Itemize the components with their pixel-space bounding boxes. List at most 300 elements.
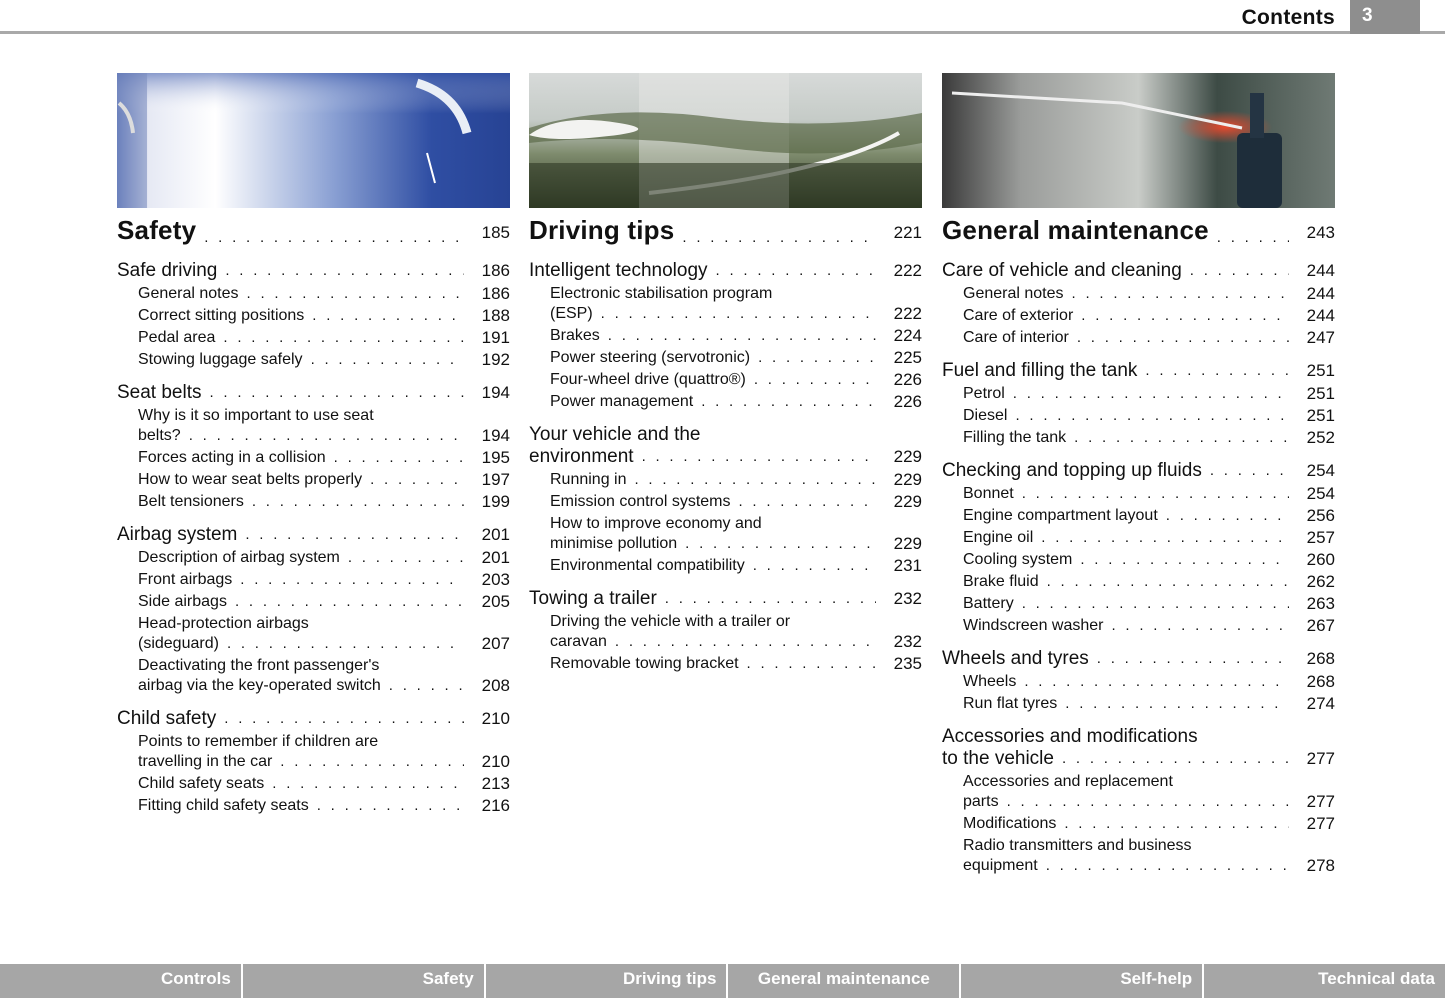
entry-title: equipment xyxy=(963,857,1038,874)
subsection-entry[interactable] xyxy=(117,796,510,816)
dot-leader xyxy=(317,796,464,816)
entry-row xyxy=(963,550,1335,570)
section-entry[interactable] xyxy=(529,260,922,282)
entry-row xyxy=(138,492,510,512)
entry-title: Power management xyxy=(550,393,694,410)
page-ref: 229 xyxy=(893,534,922,553)
entry-line: Why is it so important to use seat xyxy=(138,407,374,424)
dot-leader xyxy=(1210,460,1289,482)
dot-leader xyxy=(227,634,464,654)
dot-leader xyxy=(240,570,464,590)
subsection-entry[interactable] xyxy=(942,814,1335,834)
section-entry[interactable] xyxy=(942,260,1335,282)
page-ref: 251 xyxy=(1306,361,1335,380)
subsection-entry[interactable] xyxy=(117,732,510,772)
entry-row xyxy=(550,654,922,674)
entry-row xyxy=(550,632,922,652)
section-entry[interactable] xyxy=(117,382,510,404)
header-rule xyxy=(0,31,1445,34)
chapter-heading[interactable] xyxy=(529,212,922,246)
entry-row xyxy=(963,506,1335,526)
entry-title: Front airbags xyxy=(138,571,233,588)
nav-tab-safety[interactable]: Safety xyxy=(243,964,486,998)
dot-leader xyxy=(224,708,464,730)
subsection-entry[interactable] xyxy=(942,528,1335,548)
page-ref: 231 xyxy=(893,556,922,575)
dot-leader xyxy=(389,676,464,696)
entry-line: Points to remember if children are xyxy=(138,733,379,750)
page-ref: 278 xyxy=(1306,856,1335,875)
entry-title: Child safety xyxy=(117,708,217,729)
page-ref: 257 xyxy=(1306,528,1335,547)
page-number-box xyxy=(1350,0,1420,34)
subsection-entry[interactable] xyxy=(117,656,510,696)
entry-line: Head-protection airbags xyxy=(138,615,309,632)
subsection-entry[interactable] xyxy=(942,616,1335,636)
dot-leader xyxy=(716,260,876,282)
entry-line: Electronic stabilisation program xyxy=(550,285,773,302)
dot-leader xyxy=(312,306,464,326)
entry-title: Brake fluid xyxy=(963,573,1039,590)
subsection-entry[interactable] xyxy=(529,392,922,412)
entry-title: Emission control systems xyxy=(550,493,731,510)
entry-row xyxy=(138,774,510,794)
entry-title: belts? xyxy=(138,427,181,444)
toc-safety xyxy=(117,212,510,816)
landscape-road-image xyxy=(529,73,922,208)
entry-row xyxy=(138,328,510,348)
subsection-entry[interactable] xyxy=(529,514,922,554)
entry-row xyxy=(963,384,1335,404)
entry-title: Bonnet xyxy=(963,485,1014,502)
entry-title: Brakes xyxy=(550,327,600,344)
general-maintenance-photo xyxy=(942,73,1335,208)
subsection-entry[interactable] xyxy=(942,694,1335,714)
dot-leader xyxy=(1047,572,1289,592)
page-ref: 244 xyxy=(1306,284,1335,303)
page-ref: 192 xyxy=(481,350,510,369)
subsection-entry[interactable] xyxy=(529,612,922,652)
page-ref: 201 xyxy=(481,525,510,544)
page-ref: 254 xyxy=(1306,484,1335,503)
page-ref: 274 xyxy=(1306,694,1335,713)
entry-row xyxy=(963,814,1335,834)
subsection-entry[interactable] xyxy=(942,572,1335,592)
nav-tab-technical-data[interactable]: Technical data xyxy=(1204,964,1445,998)
page-number: 3 xyxy=(1362,5,1373,26)
page-ref: 277 xyxy=(1306,814,1335,833)
nav-tab-general-maintenance[interactable]: General maintenance xyxy=(728,964,961,998)
entry-title: Run flat tyres xyxy=(963,695,1058,712)
entry-row xyxy=(550,492,922,512)
page-ref: 268 xyxy=(1306,649,1335,668)
entry-title: Wheels and tyres xyxy=(942,648,1089,669)
page-ref: 254 xyxy=(1306,461,1335,480)
page-ref: 213 xyxy=(481,774,510,793)
page-ref: 226 xyxy=(893,370,922,389)
page-ref: 216 xyxy=(481,796,510,815)
entry-row xyxy=(117,260,510,282)
page-ref: 251 xyxy=(1306,406,1335,425)
subsection-entry[interactable] xyxy=(942,306,1335,326)
dot-leader xyxy=(665,588,876,610)
dot-leader xyxy=(1097,648,1289,670)
subsection-entry[interactable] xyxy=(942,672,1335,692)
entry-title: Windscreen washer xyxy=(963,617,1104,634)
page-ref: 197 xyxy=(481,470,510,489)
page-ref: 226 xyxy=(893,392,922,411)
subsection-entry[interactable] xyxy=(942,284,1335,304)
page-ref: 222 xyxy=(893,261,922,280)
entry-title: Belt tensioners xyxy=(138,493,244,510)
entry-row xyxy=(963,528,1335,548)
subsection-entry[interactable] xyxy=(942,484,1335,504)
subsection-entry[interactable] xyxy=(942,772,1335,812)
entry-title: Seat belts xyxy=(117,382,202,403)
page-ref: 207 xyxy=(481,634,510,653)
dot-leader xyxy=(1112,616,1290,636)
entry-line: Driving the vehicle with a trailer or xyxy=(550,613,791,630)
section-entry[interactable] xyxy=(942,360,1335,382)
section-entry[interactable] xyxy=(529,588,922,610)
dot-leader xyxy=(1081,306,1289,326)
subsection-entry[interactable] xyxy=(117,570,510,590)
page-ref: 205 xyxy=(481,592,510,611)
dot-leader xyxy=(1166,506,1289,526)
entry-row xyxy=(963,856,1335,876)
page-ref: 262 xyxy=(1306,572,1335,591)
page-ref: 252 xyxy=(1306,428,1335,447)
entry-row xyxy=(138,796,510,816)
entry-row xyxy=(138,350,510,370)
entry-title: Removable towing bracket xyxy=(550,655,739,672)
dot-leader xyxy=(1080,550,1289,570)
subsection-entry[interactable] xyxy=(117,774,510,794)
dot-leader xyxy=(753,556,876,576)
entry-row xyxy=(550,534,922,554)
entry-line: How to improve economy and xyxy=(550,515,762,532)
entry-row xyxy=(529,446,922,468)
entry-row xyxy=(963,306,1335,326)
subsection-entry[interactable] xyxy=(529,492,922,512)
entry-row xyxy=(942,648,1335,670)
dot-leader xyxy=(189,426,464,446)
entry-line: Accessories and replacement xyxy=(963,773,1173,790)
entry-title: Correct sitting positions xyxy=(138,307,305,324)
chapter-title: Safety xyxy=(117,215,197,245)
entry-row xyxy=(138,634,510,654)
entry-line: Radio transmitters and business xyxy=(963,837,1192,854)
chapter-heading[interactable] xyxy=(117,212,510,246)
entry-line: Your vehicle and the xyxy=(529,424,701,445)
entry-row xyxy=(138,306,510,326)
chapter-title: General maintenance xyxy=(942,215,1209,245)
page-ref: 191 xyxy=(481,328,510,347)
section-entry[interactable] xyxy=(117,524,510,546)
page-ref: 229 xyxy=(893,447,922,466)
entry-title: Running in xyxy=(550,471,627,488)
dot-leader xyxy=(247,284,464,304)
entry-row xyxy=(963,484,1335,504)
dot-leader xyxy=(1074,428,1289,448)
page-ref: 186 xyxy=(481,284,510,303)
subsection-entry[interactable] xyxy=(942,550,1335,570)
dot-leader xyxy=(1046,856,1289,876)
dot-leader xyxy=(747,654,876,674)
subsection-entry[interactable] xyxy=(942,506,1335,526)
entry-title: How to wear seat belts properly xyxy=(138,471,363,488)
dot-leader xyxy=(204,229,464,246)
chapter-page: 243 xyxy=(1306,223,1335,242)
entry-row xyxy=(963,428,1335,448)
subsection-entry[interactable] xyxy=(529,654,922,674)
page-ref: 268 xyxy=(1306,672,1335,691)
nav-tab-self-help[interactable]: Self-help xyxy=(961,964,1204,998)
entry-title: Care of exterior xyxy=(963,307,1074,324)
dot-leader xyxy=(615,632,876,652)
page-ref: 232 xyxy=(893,589,922,608)
toc-general-maintenance xyxy=(942,212,1335,876)
entry-row xyxy=(963,672,1335,692)
page-ref: 229 xyxy=(893,492,922,511)
page-ref: 232 xyxy=(893,632,922,651)
dot-leader xyxy=(235,592,464,612)
dot-leader xyxy=(1015,406,1289,426)
entry-row xyxy=(138,752,510,772)
entry-title: Safe driving xyxy=(117,260,218,281)
entry-row xyxy=(550,556,922,576)
entry-row xyxy=(117,524,510,546)
page-header xyxy=(0,0,1445,34)
page-ref: 210 xyxy=(481,752,510,771)
subsection-entry[interactable] xyxy=(942,836,1335,876)
entry-title: Care of interior xyxy=(963,329,1069,346)
section-entry[interactable] xyxy=(117,708,510,730)
section-entry[interactable] xyxy=(942,726,1335,770)
entry-row xyxy=(550,370,922,390)
dot-leader xyxy=(1077,328,1289,348)
entry-row xyxy=(942,748,1335,770)
subsection-entry[interactable] xyxy=(117,492,510,512)
page-ref: 267 xyxy=(1306,616,1335,635)
entry-title: parts xyxy=(963,793,999,810)
entry-title: General notes xyxy=(138,285,239,302)
subsection-entry[interactable] xyxy=(529,470,922,490)
entry-row xyxy=(138,592,510,612)
dot-leader xyxy=(210,382,465,404)
subsection-entry[interactable] xyxy=(942,384,1335,404)
safety-photo xyxy=(117,73,510,208)
page-title: Contents xyxy=(1241,6,1335,29)
entry-title: to the vehicle xyxy=(942,748,1054,769)
page-ref: 225 xyxy=(893,348,922,367)
dot-leader xyxy=(701,392,876,412)
entry-row xyxy=(963,792,1335,812)
entry-title: Towing a trailer xyxy=(529,588,657,609)
entry-row xyxy=(963,406,1335,426)
driving-tips-photo xyxy=(529,73,922,208)
subsection-entry[interactable] xyxy=(117,448,510,468)
subsection-entry[interactable] xyxy=(529,556,922,576)
entry-row xyxy=(550,392,922,412)
page-ref: 194 xyxy=(481,426,510,445)
dot-leader xyxy=(1007,792,1289,812)
page-ref: 247 xyxy=(1306,328,1335,347)
toc-column-safety xyxy=(117,73,510,816)
dot-leader xyxy=(1064,814,1289,834)
subsection-entry[interactable] xyxy=(942,428,1335,448)
entry-line: Accessories and modifications xyxy=(942,726,1198,747)
subsection-entry[interactable] xyxy=(117,284,510,304)
toc-column-general-maintenance xyxy=(942,73,1335,876)
entry-title: Filling the tank xyxy=(963,429,1067,446)
subsection-entry[interactable] xyxy=(117,350,510,370)
entry-row xyxy=(963,694,1335,714)
dot-leader xyxy=(685,534,876,554)
dot-leader xyxy=(1022,594,1289,614)
page-ref: 251 xyxy=(1306,384,1335,403)
entry-title: Petrol xyxy=(963,385,1005,402)
entry-row xyxy=(529,588,922,610)
dot-leader xyxy=(370,470,464,490)
section-entry[interactable] xyxy=(117,260,510,282)
entry-title: Stowing luggage safely xyxy=(138,351,303,368)
dot-leader xyxy=(280,752,464,772)
entry-title: Engine oil xyxy=(963,529,1034,546)
page-ref: 222 xyxy=(893,304,922,323)
page-ref: 203 xyxy=(481,570,510,589)
dot-leader xyxy=(1217,229,1289,246)
entry-row xyxy=(942,460,1335,482)
entry-title: Wheels xyxy=(963,673,1017,690)
entry-row xyxy=(529,260,922,282)
dot-leader xyxy=(334,448,464,468)
page-ref: 263 xyxy=(1306,594,1335,613)
dot-leader xyxy=(758,348,876,368)
entry-row xyxy=(550,304,922,324)
chapter-navigation xyxy=(0,964,1445,998)
subsection-entry[interactable] xyxy=(942,406,1335,426)
entry-title: Child safety seats xyxy=(138,775,265,792)
dot-leader xyxy=(635,470,877,490)
entry-title: Cooling system xyxy=(963,551,1073,568)
nav-tab-driving-tips[interactable]: Driving tips xyxy=(486,964,729,998)
entry-row xyxy=(117,708,510,730)
entry-title: Power steering (servotronic) xyxy=(550,349,751,366)
dot-leader xyxy=(272,774,464,794)
section-entry[interactable] xyxy=(942,460,1335,482)
page-ref: 244 xyxy=(1306,261,1335,280)
dot-leader xyxy=(1145,360,1289,382)
entry-row xyxy=(138,570,510,590)
entry-row xyxy=(963,616,1335,636)
entry-title: (sideguard) xyxy=(138,635,219,652)
chapter-page: 185 xyxy=(481,223,510,242)
section-entry[interactable] xyxy=(529,424,922,468)
page-ref: 260 xyxy=(1306,550,1335,569)
subsection-entry[interactable] xyxy=(117,614,510,654)
dot-leader xyxy=(608,326,876,346)
subsection-entry[interactable] xyxy=(942,594,1335,614)
page-ref: 235 xyxy=(893,654,922,673)
entry-title: caravan xyxy=(550,633,607,650)
entry-row xyxy=(117,382,510,404)
entry-title: Airbag system xyxy=(117,524,238,545)
subsection-entry[interactable] xyxy=(529,370,922,390)
chapter-heading[interactable] xyxy=(942,212,1335,246)
dot-leader xyxy=(348,548,464,568)
page-ref: 208 xyxy=(481,676,510,695)
entry-title: Battery xyxy=(963,595,1014,612)
dot-leader xyxy=(311,350,464,370)
nav-tab-controls[interactable]: Controls xyxy=(0,964,243,998)
dot-leader xyxy=(642,446,876,468)
chapter-page: 221 xyxy=(893,223,922,242)
entry-title: Modifications xyxy=(963,815,1057,832)
entry-title: Forces acting in a collision xyxy=(138,449,326,466)
subsection-entry[interactable] xyxy=(117,592,510,612)
entry-title: (ESP) xyxy=(550,305,593,322)
page-ref: 188 xyxy=(481,306,510,325)
entry-line: Deactivating the front passenger's xyxy=(138,657,380,674)
entry-title: Engine compartment layout xyxy=(963,507,1158,524)
entry-row xyxy=(138,448,510,468)
page-ref: 194 xyxy=(481,383,510,402)
subsection-entry[interactable] xyxy=(117,548,510,568)
toc-driving-tips xyxy=(529,212,922,674)
dot-leader xyxy=(1072,284,1289,304)
page-ref: 224 xyxy=(893,326,922,345)
entry-title: Side airbags xyxy=(138,593,227,610)
subsection-entry[interactable] xyxy=(942,328,1335,348)
subsection-entry[interactable] xyxy=(117,328,510,348)
section-entry[interactable] xyxy=(942,648,1335,670)
entry-row xyxy=(550,348,922,368)
entry-title: Care of vehicle and cleaning xyxy=(942,260,1182,281)
entry-title: Description of airbag system xyxy=(138,549,340,566)
page-ref: 195 xyxy=(481,448,510,467)
page-ref: 256 xyxy=(1306,506,1335,525)
entry-title: airbag via the key-operated switch xyxy=(138,677,381,694)
subsection-entry[interactable] xyxy=(529,348,922,368)
subsection-entry[interactable] xyxy=(529,326,922,346)
dot-leader xyxy=(739,492,877,512)
page-ref: 277 xyxy=(1306,792,1335,811)
subsection-entry[interactable] xyxy=(117,306,510,326)
entry-title: Diesel xyxy=(963,407,1008,424)
dot-leader xyxy=(252,492,464,512)
page-ref: 186 xyxy=(481,261,510,280)
subsection-entry[interactable] xyxy=(117,470,510,490)
dot-leader xyxy=(1065,694,1289,714)
dot-leader xyxy=(601,304,876,324)
page-ref: 210 xyxy=(481,709,510,728)
entry-row xyxy=(942,260,1335,282)
entry-row xyxy=(963,284,1335,304)
subsection-entry[interactable] xyxy=(529,284,922,324)
entry-row xyxy=(138,548,510,568)
dot-leader xyxy=(245,524,464,546)
dot-leader xyxy=(225,260,464,282)
dot-leader xyxy=(1062,748,1289,770)
chapter-title: Driving tips xyxy=(529,215,675,245)
entry-row xyxy=(138,676,510,696)
subsection-entry[interactable] xyxy=(117,406,510,446)
entry-row xyxy=(138,426,510,446)
entry-row xyxy=(963,328,1335,348)
dot-leader xyxy=(223,328,464,348)
page-ref: 229 xyxy=(893,470,922,489)
